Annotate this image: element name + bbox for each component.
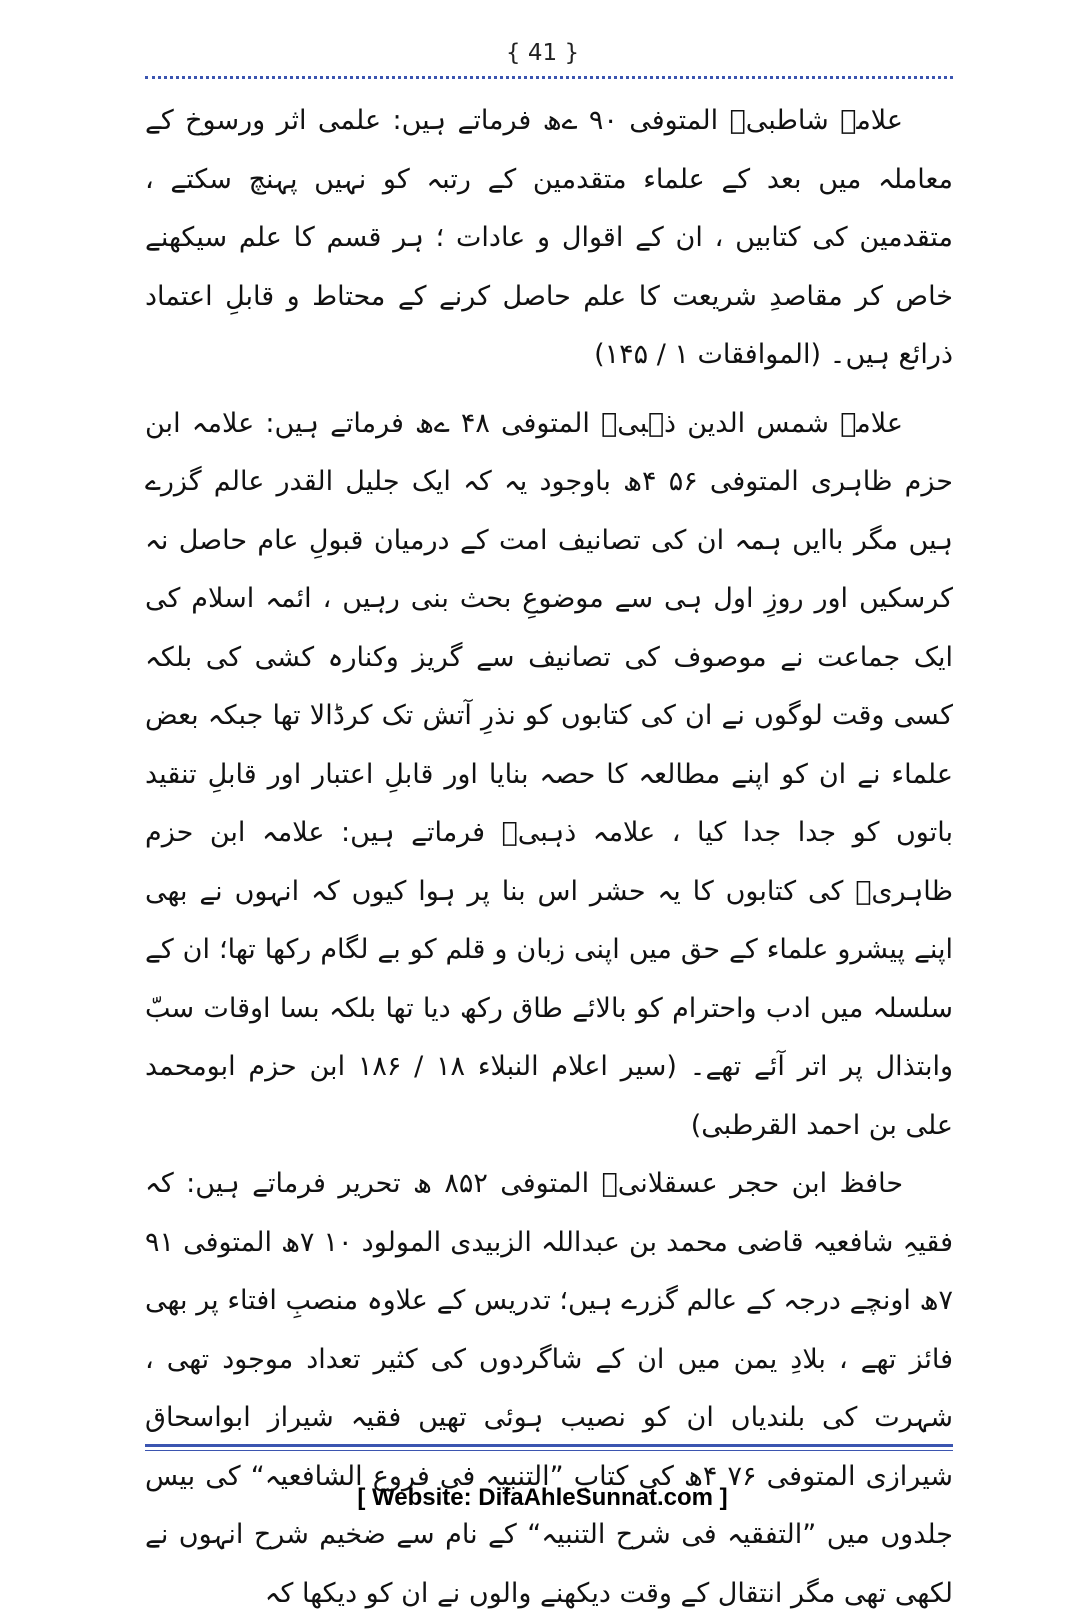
page-number: { 41 } [505,40,580,66]
article-body [145,92,953,1623]
paragraph-dhahabi: علامہ شمس الدین ذہبیؒ المتوفی ۴۸ ےھ فرماتے ہیں: علامہ ابن حزم ظاہری المتوفی ۵۶ ۴ھ باوجود یہ کہ ایک جلیل القدر عالم گزرے ہیں مگر باایں ہمہ ان کی تصانیف امت کے درمیان قبولِ عام حاصل نہ کرسکیں اور روزِ اول ہی سے موضوعِ بحث بنی رہیں ، ائمہ اسلام کی ایک جماعت نے موصوف کی تصانیف سے گریز وکنارہ کشی کی بلکہ کسی وقت لوگوں نے ان کی کتابوں کو نذرِ آتش تک کرڈالا تھا جبکہ بعض علماء نے ان کو اپنے مطالعہ کا حصہ بنایا اور قابلِ اعتبار اور قابلِ تنقید باتوں کو جدا جدا کیا ، علامہ ذہبیؒ فرماتے ہیں: علامہ ابن حزم ظاہریؒ کی کتابوں کا یہ حشر اس بنا پر ہوا کیوں کہ انہوں نے بھی اپنے پیشرو علماء کے حق میں اپنی زبان و قلم کو بے لگام رکھا تھا؛ ان کے سلسلہ میں ادب واحترام کو بالائے طاق رکھ دیا تھا بلکہ بسا اوقات سبّ وابتذال پر اتر آئے تھے۔ (سیر اعلام النبلاء ۱۸ / ۱۸۶ ابن حزم ابومحمد علی بن احمد القرطبی) [145,407,953,1141]
paragraph-ibn-hajar: حافظ ابن حجر عسقلانیؒ المتوفی ۸۵۲ ھ تحریر فرماتے ہیں: کہ فقیہِ شافعیہ قاضی محمد بن عبداللہ الزبیدی المولود ۱۰ ۷ھ المتوفی ۹۱ ۷ھ اونچے درجہ کے عالم گزرے ہیں؛ تدریس کے علاوہ منصبِ افتاء پر بھی فائز تھے ، بلادِ یمن میں ان کے شاگردوں کی کثیر تعداد موجود تھی ، شہرت کی بلندیاں ان کو نصیب ہوئی تھیں فقیہ شیراز ابواسحاق شیرازی المتوفی ۷۶ ۴ھ کی کتاب ”التنبیہ فی فروع الشافعیہ“ کی بیس جلدوں میں ”التفقیہ فی شرح التنبیہ“ کے نام سے ضخیم شرح انہوں نے لکھی تھی مگر انتقال کے وقت دیکھنے والوں نے ان کو دیکھا کہ [145,1168,953,1609]
paragraph-shatibi: علامہ شاطبیؒ المتوفی ۹۰ ےھ فرماتے ہیں: علمی اثر ورسوخ کے معاملہ میں بعد کے علماء متقدمین کے رتبہ کو نہیں پہنچ سکتے ، متقدمین کی کتابیں ، ان کے اقوال و عادات ؛ ہر قسم کا علم سیکھنے خاص کر مقاصدِ شریعت کا علم حاصل کرنے کے محتاط و قابلِ اعتماد ذرائع ہیں۔ (الموافقات ۱ / ۱۴۵) [145,105,953,370]
website-footer: [ Website: DifaAhleSunnat.com ] [357,1484,728,1511]
footer-rule-thick [145,1444,953,1447]
footer-rule-thin [145,1450,953,1451]
header-dotted-rule [145,76,953,79]
